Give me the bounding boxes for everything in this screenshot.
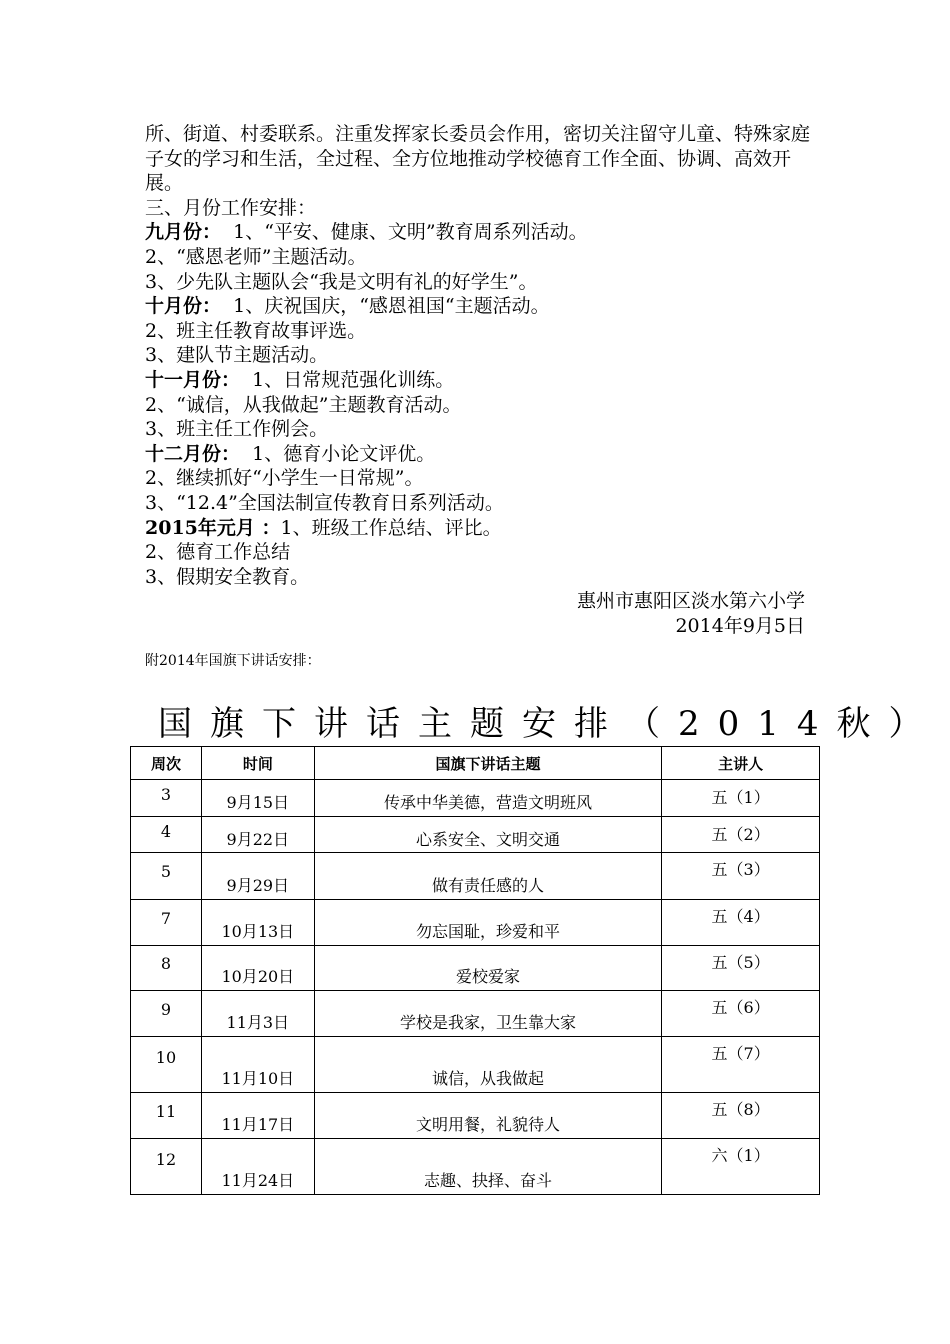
- month-item: 1、“平安、健康、文明”教育周系列活动。: [233, 221, 588, 244]
- cell-speaker-text: 五（6）: [711, 998, 770, 1017]
- header-topic: 国旗下讲话主题: [314, 747, 661, 780]
- cell-date-text: 11月10日: [221, 1069, 295, 1088]
- cell-speaker: [662, 946, 820, 991]
- table-row: [131, 853, 820, 900]
- cell-date: [201, 853, 314, 900]
- speech-schedule-table: [130, 746, 820, 1195]
- cell-speaker-text: 五（7）: [711, 1044, 770, 1063]
- cell-week-text: 10: [155, 1048, 177, 1067]
- cell-week-text: 11: [155, 1102, 177, 1121]
- document-body: [145, 122, 815, 638]
- cell-date-text: 9月22日: [226, 830, 290, 849]
- month-item: 3、假期安全教育。: [145, 565, 310, 588]
- cell-week: [131, 991, 202, 1037]
- cell-week: [131, 853, 202, 900]
- cell-date-text: 11月17日: [221, 1115, 295, 1134]
- cell-week-text: 12: [155, 1150, 177, 1169]
- cell-speaker-text: 五（5）: [711, 953, 770, 972]
- month-item: 1、班级工作总结、评比。: [280, 516, 502, 539]
- cell-date: [201, 817, 314, 853]
- cell-date-text: 9月29日: [226, 876, 290, 895]
- table-row: [131, 1093, 820, 1139]
- month-label: 十一月份：: [145, 368, 241, 391]
- table-row: [131, 817, 820, 853]
- month-line: [145, 516, 815, 541]
- signature-org: 惠州市惠阳区淡水第六小学: [576, 590, 805, 613]
- cell-topic: [314, 1037, 661, 1093]
- month-label: 十二月份：: [145, 442, 241, 465]
- cell-speaker: [662, 1139, 820, 1195]
- cell-topic-text: 爱校爱家: [455, 967, 520, 986]
- cell-date: [201, 1037, 314, 1093]
- cell-topic-text: 做有责任感的人: [431, 876, 544, 895]
- month-line: [145, 294, 815, 319]
- cell-topic-text: 勿忘国耻，珍爱和平: [415, 922, 560, 941]
- cell-week-text: 7: [160, 909, 172, 928]
- paragraph: 所、街道、村委联系。注重发挥家长委员会作用，密切关注留守儿童、特殊家庭子女的学习和生活，全过程、全方位地推动学校德育工作全面、协调、高效开展。: [145, 123, 811, 195]
- cell-topic-text: 学校是我家，卫生靠大家: [399, 1013, 576, 1032]
- table-header-row: [131, 747, 820, 780]
- signature-date: 2014年9月5日: [675, 614, 805, 637]
- month-item: 2、“感恩老师”主题活动。: [145, 245, 367, 268]
- cell-speaker: [662, 900, 820, 946]
- cell-date: [201, 900, 314, 946]
- cell-speaker-text: 五（4）: [711, 907, 770, 926]
- cell-speaker: [662, 853, 820, 900]
- cell-week: [131, 946, 202, 991]
- month-label: 九月份：: [145, 221, 222, 244]
- cell-date: [201, 780, 314, 817]
- cell-date: [201, 991, 314, 1037]
- cell-week: [131, 817, 202, 853]
- table-row: [131, 1139, 820, 1195]
- cell-topic-text: 心系安全、文明交通: [415, 830, 560, 849]
- cell-topic: [314, 946, 661, 991]
- cell-week-text: 5: [160, 862, 172, 881]
- month-item: 3、少先队主题队会“我是文明有礼的好学生”。: [145, 270, 538, 293]
- cell-speaker-text: 五（2）: [711, 825, 770, 844]
- cell-week: [131, 1139, 202, 1195]
- cell-speaker: [662, 780, 820, 817]
- cell-speaker: [662, 1093, 820, 1139]
- cell-topic: [314, 900, 661, 946]
- cell-topic: [314, 1093, 661, 1139]
- cell-week-text: 8: [160, 954, 172, 973]
- cell-speaker-text: 五（3）: [711, 860, 770, 879]
- cell-date-text: 9月15日: [226, 793, 290, 812]
- month-line: [145, 368, 815, 393]
- cell-speaker: [662, 817, 820, 853]
- month-item: 1、日常规范强化训练。: [252, 368, 455, 391]
- cell-topic: [314, 780, 661, 817]
- month-label: 十月份：: [145, 295, 222, 318]
- month-item: 3、建队节主题活动。: [145, 344, 329, 367]
- cell-week: [131, 1093, 202, 1139]
- cell-week: [131, 1037, 202, 1093]
- cell-date-text: 11月24日: [221, 1171, 295, 1190]
- cell-week-text: 3: [160, 785, 172, 804]
- table-row: [131, 946, 820, 991]
- month-item: 3、班主任工作例会。: [145, 418, 329, 441]
- cell-date-text: 10月13日: [221, 922, 295, 941]
- cell-speaker-text: 五（8）: [711, 1100, 770, 1119]
- table-row: [131, 900, 820, 946]
- cell-topic-text: 文明用餐，礼貌待人: [415, 1115, 560, 1134]
- cell-date: [201, 1139, 314, 1195]
- table-row: [131, 991, 820, 1037]
- table-title: 国旗下讲话主题安排（2014秋）: [158, 704, 941, 744]
- table-row: [131, 780, 820, 817]
- cell-week-text: 9: [160, 1000, 172, 1019]
- cell-week: [131, 900, 202, 946]
- cell-speaker-text: 五（1）: [711, 788, 770, 807]
- month-item: 3、“12.4”全国法制宣传教育日系列活动。: [145, 491, 504, 514]
- cell-week-text: 4: [160, 822, 172, 841]
- cell-date: [201, 1093, 314, 1139]
- month-item: 2、“诚信，从我做起”主题教育活动。: [145, 393, 462, 416]
- cell-topic: [314, 1139, 661, 1195]
- month-line: [145, 442, 815, 467]
- cell-topic-text: 志趣、抉择、奋斗: [423, 1171, 552, 1190]
- month-item: 2、班主任教育故事评选。: [145, 319, 367, 342]
- cell-topic: [314, 817, 661, 853]
- month-item: 2、继续抓好“小学生一日常规”。: [145, 467, 424, 490]
- cell-topic: [314, 991, 661, 1037]
- cell-date-text: 11月3日: [226, 1013, 290, 1032]
- cell-date: [201, 946, 314, 991]
- cell-speaker-text: 六（1）: [711, 1146, 770, 1165]
- cell-week: [131, 780, 202, 817]
- month-label: 2015年元月 ：: [145, 516, 281, 539]
- month-item: 2、德育工作总结: [145, 541, 291, 564]
- header-date: 时间: [201, 747, 314, 780]
- cell-speaker: [662, 1037, 820, 1093]
- month-line: [145, 220, 815, 245]
- table-row: [131, 1037, 820, 1093]
- cell-topic-text: 传承中华美德，营造文明班风: [383, 793, 592, 812]
- month-item: 1、庆祝国庆，“感恩祖国“主题活动。: [233, 295, 550, 318]
- header-week: 周次: [131, 747, 202, 780]
- section-heading: 三、月份工作安排：: [145, 196, 317, 219]
- appendix-note: 附2014年国旗下讲话安排：: [145, 653, 321, 669]
- cell-topic: [314, 853, 661, 900]
- month-item: 1、德育小论文评优。: [252, 442, 436, 465]
- cell-date-text: 10月20日: [221, 967, 295, 986]
- header-speaker: 主讲人: [662, 747, 820, 780]
- cell-topic-text: 诚信，从我做起: [431, 1069, 544, 1088]
- cell-speaker: [662, 991, 820, 1037]
